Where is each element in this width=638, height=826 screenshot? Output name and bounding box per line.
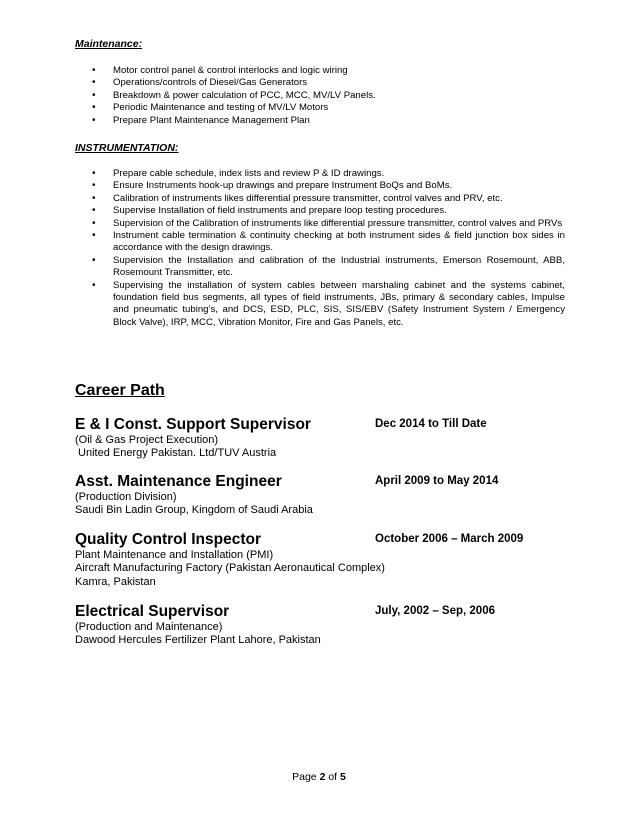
job-detail: Kamra, Pakistan xyxy=(75,575,156,588)
job-date: Dec 2014 to Till Date xyxy=(375,418,487,430)
list-item: • Calibration of instruments likes differential pressure transmitter, control valves and PRV, etc. xyxy=(75,193,565,205)
job-title: Electrical Supervisor xyxy=(75,603,230,620)
job-entry xyxy=(75,416,575,461)
job-title: Quality Control Inspector xyxy=(75,531,262,548)
job-detail: (Oil & Gas Project Execution) xyxy=(75,434,219,446)
footer-of-word: of xyxy=(328,771,338,783)
job-title: Asst. Maintenance Engineer xyxy=(75,473,282,490)
job-date: July, 2002 – Sep, 2006 xyxy=(375,605,495,617)
instrumentation-list xyxy=(75,168,565,329)
job-detail: Saudi Bin Ladin Group, Kingdom of Saudi Arabia xyxy=(75,504,313,517)
career-path-heading: Career Path xyxy=(75,382,165,399)
page-footer xyxy=(0,771,638,783)
maintenance-heading: Maintenance: xyxy=(75,38,143,50)
job-detail: Plant Maintenance and Installation (PMI) xyxy=(75,549,274,561)
list-item: • Supervision the Installation and calibration of the Industrial instruments, Emerson Rosemount, ABB, Rosemount Transmitter, etc. xyxy=(75,255,565,280)
list-item: • Operations/controls of Diesel/Gas Generators xyxy=(75,77,565,89)
list-item: • Periodic Maintenance and testing of MV/LV Motors xyxy=(75,102,565,114)
list-item: • Supervise Installation of field instruments and prepare loop testing procedures. xyxy=(75,205,565,217)
instrumentation-heading: INSTRUMENTATION: xyxy=(75,142,179,154)
job-detail: (Production Division) xyxy=(75,491,177,503)
job-detail: United Energy Pakistan. Ltd/TUV Austria xyxy=(75,447,277,460)
job-date: April 2009 to May 2014 xyxy=(375,475,499,487)
list-item: • Motor control panel & control interlocks and logic wiring xyxy=(75,65,565,77)
footer-current-page: 2 xyxy=(319,771,326,783)
list-item: • Supervision of the Calibration of instruments like differential pressure transmitter, control valves and PRVs xyxy=(75,218,565,230)
job-entry xyxy=(75,473,575,518)
job-entry xyxy=(75,603,575,648)
job-detail: Aircraft Manufacturing Factory (Pakistan Aeronautical Complex) xyxy=(75,562,385,575)
list-item: • Prepare Plant Maintenance Management Plan xyxy=(75,115,565,127)
job-entry xyxy=(75,531,575,589)
list-item: • Breakdown & power calculation of PCC, MCC, MV/LV Panels. xyxy=(75,90,565,102)
list-item: • Instrument cable termination & continuity checking at both instrument sides & field junction box sides in accordance with the design drawings. xyxy=(75,230,565,255)
job-date: October 2006 – March 2009 xyxy=(375,533,524,545)
list-item: • Supervising the installation of system cables between marshaling cabinet and the systems cabinet, foundation field bus segments, all types of field instruments, JBs, primary & secondary cables, Impulse and pneumatic tubing’s, and DCS, ESD, PLC, SIS, SIS/EBV (Safety Instrument System / Emergency Block Valve), IRP, MCC, Vibration Monitor, Fire and Gas Panels, etc. xyxy=(75,280,565,330)
footer-total-pages: 5 xyxy=(340,771,346,783)
list-item: • Ensure Instruments hook-up drawings and prepare Instrument BoQs and BoMs. xyxy=(75,180,565,192)
list-item: • Prepare cable schedule, index lists and review P & ID drawings. xyxy=(75,168,565,180)
job-detail: (Production and Maintenance) xyxy=(75,621,223,633)
maintenance-list xyxy=(75,65,565,127)
footer-page-word: Page xyxy=(292,771,317,783)
job-detail: Dawood Hercules Fertilizer Plant Lahore, Pakistan xyxy=(75,634,321,647)
job-title: E & I Const. Support Supervisor xyxy=(75,416,311,433)
